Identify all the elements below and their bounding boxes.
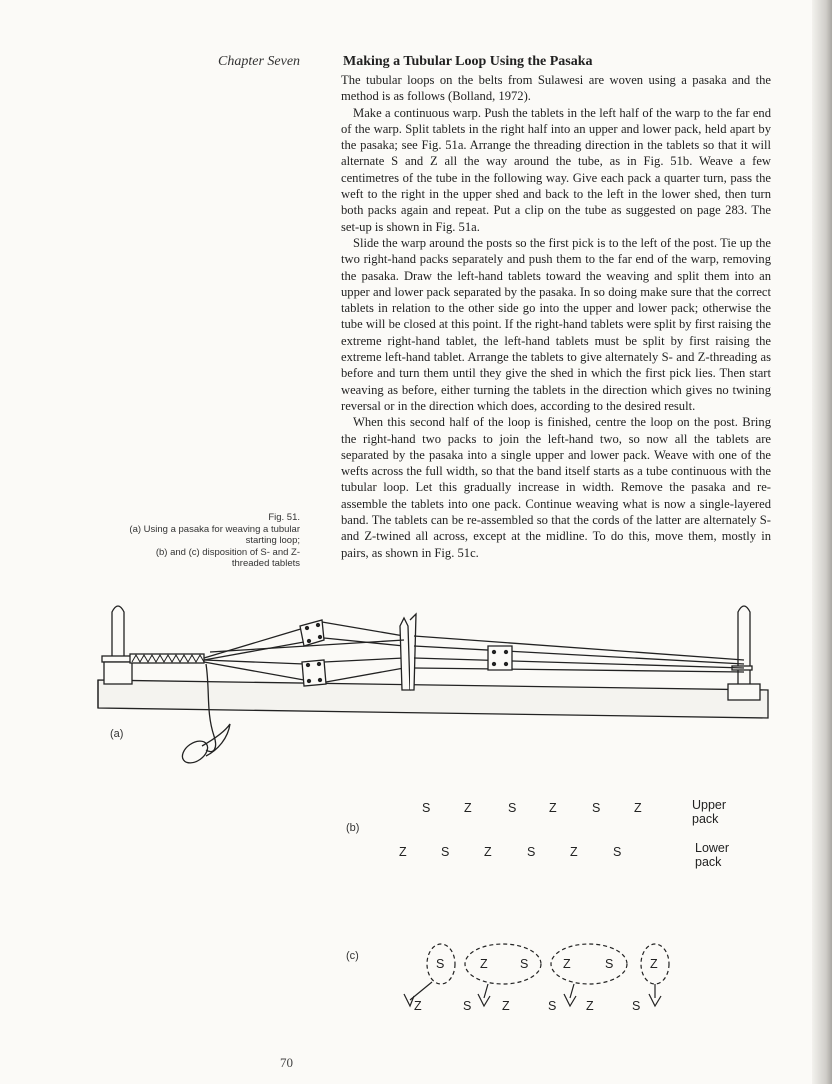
c-inner-letter: S bbox=[605, 957, 614, 971]
upper-row-letter: Z bbox=[464, 801, 472, 815]
c-inner-letter: Z bbox=[480, 957, 488, 971]
caption-line: (b) and (c) disposition of S- and Z- bbox=[155, 546, 300, 558]
caption-line: starting loop; bbox=[245, 535, 300, 546]
c-inner-letter: S bbox=[436, 957, 445, 971]
c-outer-letter: S bbox=[632, 999, 641, 1013]
c-outer-letter: S bbox=[548, 999, 557, 1013]
c-outer-letter: Z bbox=[414, 999, 422, 1013]
caption-line: Fig. 51. bbox=[268, 512, 300, 523]
c-outer-letter: Z bbox=[502, 999, 510, 1013]
paragraph-warp: Make a continuous warp. Push the tablets in the left half of the warp to the far end of the warp. Split tablets in the right half into an upper and lower pack, held apart by the pasaka; see Fig. 51a. Arrange the threading direction in the tablets so that it will alternate S and Z all the way around the tube, as in Fig. 51b. Weave a few centimetres of the tube in the following way. Give each pack a quarter turn, pass the weft to the right in the upper shed and back to the left in the lower shed, then turn both packs again and repeat. Put a clip on the tube as suggested on page 283. The set-up is shown in Fig. 51a. bbox=[341, 105, 771, 234]
upper-row-letter: Z bbox=[634, 801, 642, 815]
figure-label-c: (c) bbox=[346, 950, 359, 962]
chapter-header: Chapter Seven bbox=[218, 54, 301, 69]
paragraph-finish: When this second half of the loop is finished, centre the loop on the post. Bring the right-hand two packs to join the left-hand two, so now all the tablets are separated by the pasaka into a single upper and lower pack. Weave with one of the wefts across the full width, so that the band itself starts as a tube continuous with the tubular loop. Let this gradually increase in width. Remove the pasaka and re-assemble the tablets into one pack. Continue weaving what is now a single-layered band. The tablets can be re-assembled so that the cords of the latter are alternately S- and Z-twined all across, except at the midline. To do this, move them, mostly in pairs, as shown in Fig. 51c. bbox=[341, 415, 771, 560]
lower-row-letter: S bbox=[527, 845, 536, 859]
upper-row-letter: S bbox=[508, 801, 517, 815]
figure-label-a: (a) bbox=[110, 728, 124, 740]
paragraph-intro: The tubular loops on the belts from Sulawesi are woven using a pasaka and the method is as follows (Bolland, 1972). bbox=[341, 73, 771, 104]
upper-row-letter: Z bbox=[549, 801, 557, 815]
caption-line: threaded tablets bbox=[231, 558, 300, 569]
section-title: Making a Tubular Loop Using the Pasaka bbox=[343, 54, 593, 69]
paragraph-slide: Slide the warp around the posts so the first pick is to the left of the post. Tie up the two right-hand packs separately and push them to the far end of the warp, removing the pasaka. Draw the left-hand tablets toward the weaving and split them into an upper and lower pack separated by the pasaka. In so doing make sure that the correct tablets in relation to the other side go into the upper and lower pack; otherwise the tube will be closed at this point. If the right-hand tablets were split by first raising the extreme right-hand tablet, the left-hand tablets must be split by first raising the extreme left-hand tablet. Arrange the tablets to give alternately S- and Z-threading as before and turn them until they give the shed in which the first pick lies. Then start weaving as before, either turning the tablets in the direction which gives no twining reversal or in the direction which does, according to the desired result. bbox=[341, 235, 771, 413]
c-inner-letter: Z bbox=[650, 957, 658, 971]
lower-row-letter: Z bbox=[570, 845, 578, 859]
upper-row-letter: S bbox=[422, 801, 431, 815]
figure-label-b: (b) bbox=[346, 822, 360, 834]
page-number: 70 bbox=[280, 1055, 293, 1070]
c-inner-letter: S bbox=[520, 957, 529, 971]
lower-row-letter: S bbox=[441, 845, 450, 859]
c-outer-letter: S bbox=[463, 999, 472, 1013]
lower-row-letter: S bbox=[613, 845, 622, 859]
caption-line: (a) Using a pasaka for weaving a tubular bbox=[129, 523, 300, 535]
upper-row-letter: S bbox=[592, 801, 601, 815]
upper-pack-label: Upper pack bbox=[692, 798, 727, 826]
c-inner-letter: Z bbox=[563, 957, 571, 971]
lower-pack-label: Lower pack bbox=[695, 841, 730, 869]
lower-row-letter: Z bbox=[399, 845, 407, 859]
c-outer-letter: Z bbox=[586, 999, 594, 1013]
lower-row-letter: Z bbox=[484, 845, 492, 859]
